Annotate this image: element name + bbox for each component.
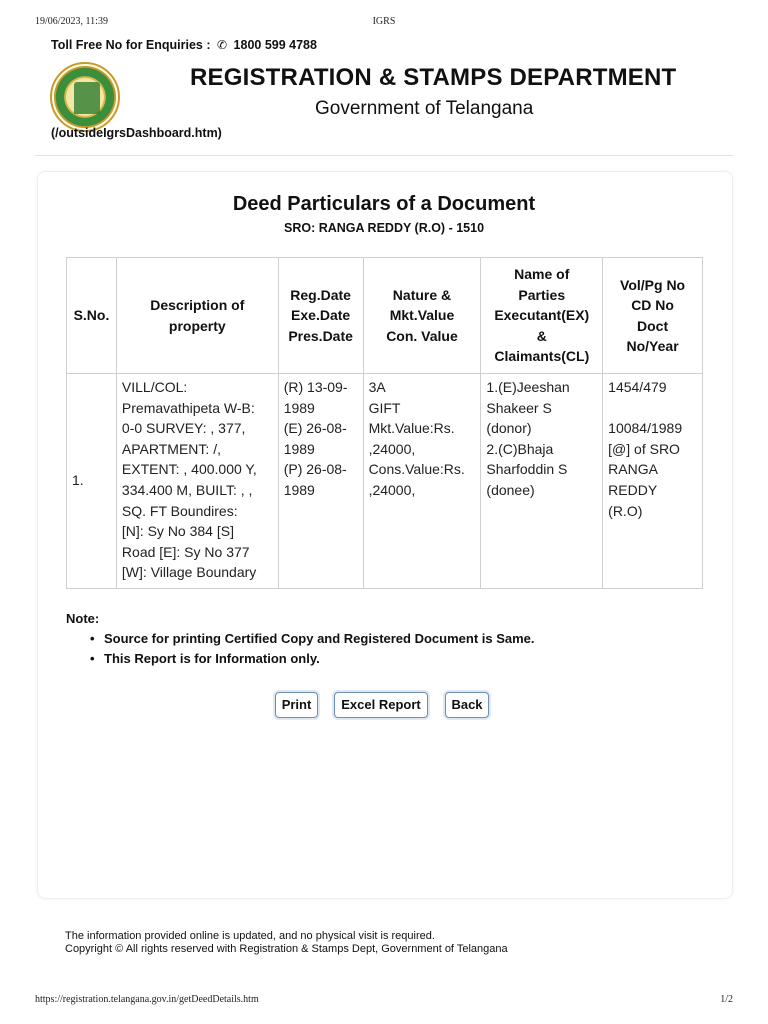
cell-line: (R) 13-09- [283,379,348,395]
note-item [66,649,535,669]
cell-line: SQ. FT Boundires: [121,502,238,519]
cell-line: 3A [368,379,386,395]
cell-line: EXTENT: , 400.000 Y, [121,461,257,478]
header-parties [481,258,603,374]
cell-line: & [536,327,547,344]
cell-nature-value [363,374,481,589]
cell-volume [603,374,703,589]
cell-line: [N]: Sy No 384 [S] [121,523,234,540]
cell-line: 1989 [283,440,315,457]
cell-dates [278,374,363,589]
cell-line: Claimants(CL) [494,348,590,365]
cell-line: Sharfoddin S [486,461,568,478]
tollfree-number: 1800 599 4788 [233,38,317,52]
cell-line: ,24000, [368,440,416,457]
cell-line: Road [E]: Sy No 377 [121,543,250,560]
cell-line: Con. Value [386,327,458,344]
cell-line: CD No [631,297,674,313]
cell-line: property [168,317,226,334]
telangana-seal-logo[interactable] [50,62,120,132]
cell-line: Description of [150,297,245,313]
cell-line: Name of [514,266,570,283]
header-volume [603,258,703,374]
note-list [66,629,535,669]
cell-line: REDDY [608,481,658,498]
cell-line: (donor) [486,420,532,437]
cell-line: Premavathipeta W-B: [121,399,255,416]
cell-line: Exe.Date [291,307,351,324]
cell-line: Doct [637,317,669,334]
cell-line: Cons.Value:Rs. [368,461,465,478]
table-header-row [67,258,703,374]
note-item [66,629,535,649]
header-dates [278,258,363,374]
cell-line: Reg.Date [290,286,351,303]
footer [65,930,508,956]
cell-line: Shakeer S [486,399,552,416]
header-divider [35,155,734,156]
cell-line: Executant(EX) [494,307,590,324]
cell-line: 10084/1989 [608,420,683,437]
cell-sno: 1. [67,374,117,589]
note-label: Note: [66,611,100,626]
cell-line: 1989 [283,481,315,498]
print-page-number: 1/2 [720,994,733,1005]
cell-line: 334.400 M, BUILT: , , [121,481,253,498]
cell-line: [W]: Village Boundary [121,564,257,581]
government-subtitle: Government of Telangana [315,98,534,119]
phone-icon: ✆ [217,38,228,52]
print-datetime: 19/06/2023, 11:39 [35,16,108,27]
cell-line: No/Year [626,338,679,354]
sro-subtitle: SRO: RANGA REDDY (R.O) - 1510 [283,221,485,235]
excel-report-button[interactable]: Excel Report [334,692,428,718]
tollfree-line [51,38,317,52]
deed-table [66,257,703,589]
cell-line: VILL/COL: [121,379,188,395]
note-section [66,611,535,669]
tollfree-label: Toll Free No for Enquiries : [51,38,211,52]
bullet-icon: • [90,651,95,666]
cell-description [116,374,278,589]
seal-emblem [74,82,100,114]
print-url: https://registration.telangana.gov.in/getDeedDetails.htm [35,994,259,1005]
page-title: Deed Particulars of a Document [232,193,536,215]
cell-line [608,398,697,419]
footer-info: The information provided online is updated, and no physical visit is required. [65,930,435,942]
department-title: REGISTRATION & STAMPS DEPARTMENT [190,64,677,91]
cell-line: Parties [518,286,566,303]
print-title: IGRS [372,16,396,27]
cell-line: (R.O) [608,502,643,519]
cell-line: S.No. [73,307,110,324]
cell-line: Mkt.Value [389,307,455,324]
cell-line: 2.(C)Bhaja [486,440,554,457]
header-description [116,258,278,374]
cell-line: (P) 26-08- [283,461,347,478]
cell-line: Vol/Pg No [620,276,686,293]
print-header [35,16,733,30]
note-text: Source for printing Certified Copy and Registered Document is Same. [104,631,535,646]
table-row [67,374,703,589]
back-button[interactable]: Back [445,692,489,718]
cell-line: 1454/479 [608,379,667,395]
note-text: This Report is for Information only. [104,651,320,666]
cell-line: 1.(E)Jeeshan [486,379,570,395]
cell-line: 1989 [283,399,315,416]
cell-line: GIFT [368,399,401,416]
cell-line: APARTMENT: /, [121,440,221,457]
header-nature-value [363,258,481,374]
cell-line: (donee) [486,481,535,498]
dashboard-link[interactable]: (/outsideIgrsDashboard.htm) [51,126,222,140]
bullet-icon: • [90,631,95,646]
cell-line: 0-0 SURVEY: , 377, [121,420,246,437]
cell-line: Pres.Date [288,327,353,344]
print-footer [35,994,733,1008]
print-button[interactable]: Print [275,692,318,718]
cell-line: ,24000, [368,481,416,498]
cell-line: Mkt.Value:Rs. [368,420,455,437]
cell-line: (E) 26-08- [283,420,347,437]
footer-copyright: Copyright © All rights reserved with Registration & Stamps Dept, Government of Telangana [65,943,508,955]
cell-line: [@] of SRO [608,440,680,457]
cell-parties [481,374,603,589]
cell-line: Nature & [392,286,452,303]
header-sno [67,258,117,374]
cell-line: RANGA [608,461,658,478]
